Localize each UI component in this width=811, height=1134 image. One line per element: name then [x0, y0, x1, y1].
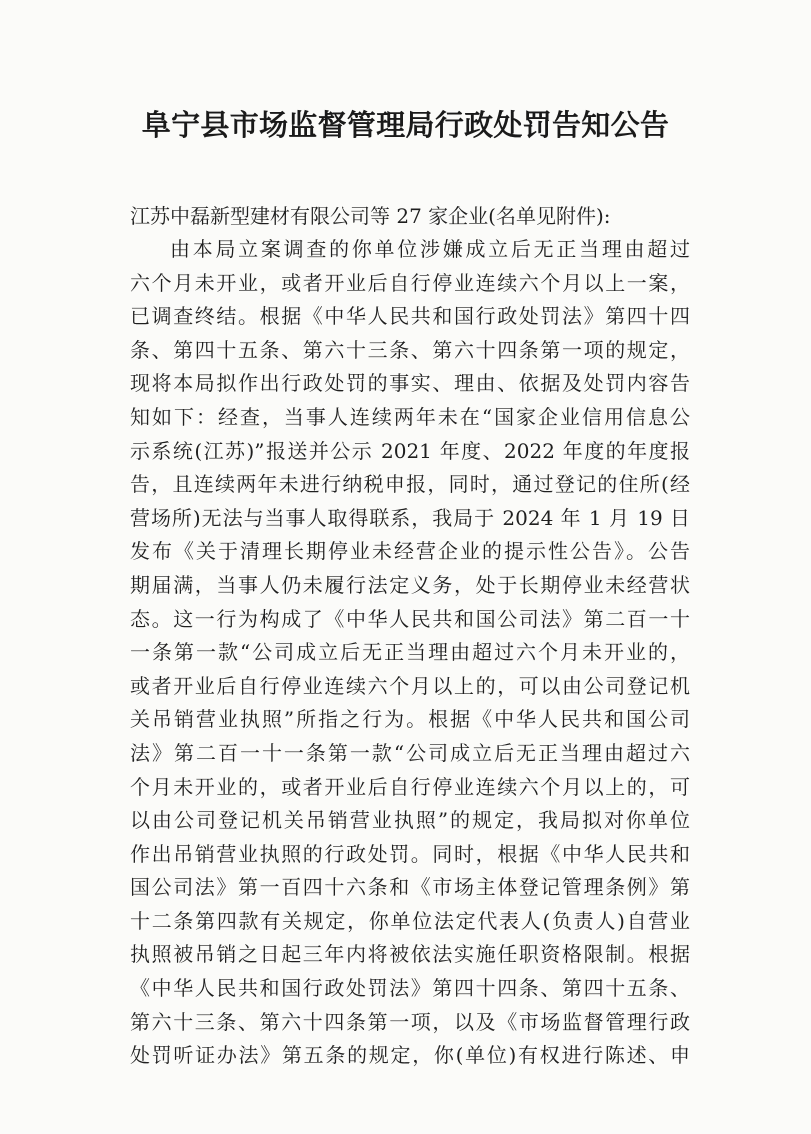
body-line: 营场所)无法与当事人取得联系，我局于 2024 年 1 月 19 日 — [130, 505, 690, 530]
body-line: 个月未开业的，或者开业后自行停业连续六个月以上的，可 — [130, 774, 690, 799]
body-line: 期届满，当事人仍未履行法定义务，处于长期停业未经营状 — [130, 572, 690, 597]
document-title: 阜宁县市场监督管理局行政处罚告知公告 — [141, 108, 670, 142]
body-line: 发布《关于清理长期停业未经营企业的提示性公告》。公告 — [130, 539, 690, 564]
body-line: 法》第二百一十一条第一款“公司成立后无正当理由超过六 — [130, 740, 690, 765]
body-line: 关吊销营业执照”所指之行为。根据《中华人民共和国公司 — [130, 707, 690, 732]
body-line: 六个月未开业，或者开业后自行停业连续六个月以上一案， — [130, 270, 690, 295]
addressee-line: 江苏中磊新型建材有限公司等 27 家企业(名单见附件): — [130, 204, 611, 228]
body-line: 告，且连续两年未进行纳税申报，同时，通过登记的住所(经 — [130, 472, 690, 497]
body-line: 示系统(江苏)”报送并公示 2021 年度、2022 年度的年度报 — [130, 438, 690, 463]
body-line: 处罚听证办法》第五条的规定，你(单位)有权进行陈述、申 — [130, 1043, 690, 1068]
body-line: 作出吊销营业执照的行政处罚。同时，根据《中华人民共和 — [130, 841, 690, 866]
body-line: 国公司法》第一百四十六条和《市场主体登记管理条例》第 — [130, 875, 690, 900]
body-line: 现将本局拟作出行政处罚的事实、理由、依据及处罚内容告 — [130, 371, 690, 396]
body-line: 或者开业后自行停业连续六个月以上的，可以由公司登记机 — [130, 673, 690, 698]
body-line: 以由公司登记机关吊销营业执照”的规定，我局拟对你单位 — [130, 808, 690, 833]
body-line: 已调查终结。根据《中华人民共和国行政处罚法》第四十四 — [130, 304, 690, 329]
body-line: 十二条第四款有关规定，你单位法定代表人(负责人)自营业 — [130, 908, 690, 933]
body-line: 第六十三条、第六十四条第一项，以及《市场监督管理行政 — [130, 1009, 690, 1034]
body-line: 由本局立案调查的你单位涉嫌成立后无正当理由超过 — [170, 237, 690, 261]
body-line: 态。这一行为构成了《中华人民共和国公司法》第二百一十 — [130, 606, 690, 631]
body-line: 一条第一款“公司成立后无正当理由超过六个月未开业的， — [130, 640, 690, 665]
document-body — [130, 233, 690, 1073]
body-line: 条、第四十五条、第六十三条、第六十四条第一项的规定， — [130, 337, 690, 362]
body-line: 执照被吊销之日起三年内将被依法实施任职资格限制。根据 — [130, 942, 690, 967]
body-line: 知如下：经查，当事人连续两年未在“国家企业信用信息公 — [130, 404, 690, 429]
body-line: 《中华人民共和国行政处罚法》第四十四条、第四十五条、 — [130, 976, 690, 1001]
